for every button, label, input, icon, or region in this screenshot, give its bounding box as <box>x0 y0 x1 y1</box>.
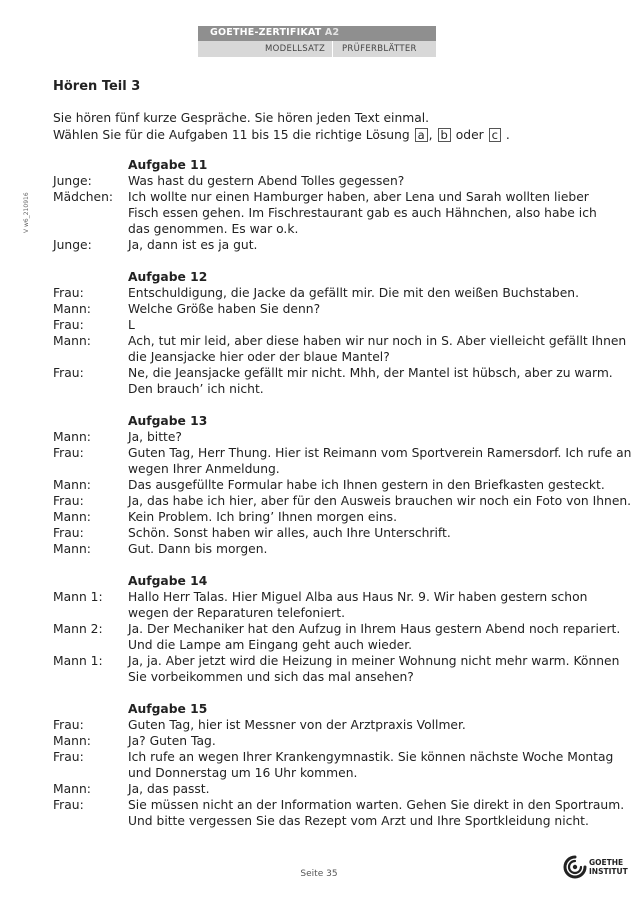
dialogue-line <box>53 669 613 685</box>
utterance-text: L <box>128 318 135 332</box>
header-exam-label <box>210 27 339 38</box>
dialogue-line <box>53 301 613 317</box>
intro-comma: , <box>428 128 433 142</box>
speaker-label <box>53 381 128 397</box>
dialogue-line <box>53 477 613 493</box>
logo-text <box>589 858 628 876</box>
utterance-text: Was hast du gestern Abend Tolles gegessen? <box>128 174 405 188</box>
dialogue-line <box>53 461 613 477</box>
speaker-label <box>53 205 128 221</box>
utterance-text: Den brauch’ ich nicht. <box>128 382 264 396</box>
task-block <box>53 701 625 829</box>
speaker-label: Frau: <box>53 750 84 764</box>
dialogue-line <box>53 333 627 349</box>
speaker-label: Mann: <box>53 302 91 316</box>
utterance-text: Ja, das passt. <box>128 782 210 796</box>
speaker-label: Mann 2: <box>53 622 103 636</box>
header-section-left: MODELLSATZ <box>265 44 326 54</box>
utterance-text: Ja, dann ist es ja gut. <box>128 238 258 252</box>
dialogue-line <box>53 717 613 733</box>
task-heading: Aufgabe 12 <box>128 270 208 284</box>
header-level: A2 <box>324 27 340 38</box>
utterance-text: Entschuldigung, die Jacke da gefällt mir. Die mit den weißen Buchstaben. <box>128 286 579 300</box>
dialogue-transcripts <box>53 157 632 845</box>
utterance-text: Kein Problem. Ich bring’ Ihnen morgen eins. <box>128 510 397 524</box>
utterance-text: Ja, ja. Aber jetzt wird die Heizung in meiner Wohnung nicht mehr warm. Können <box>128 654 620 668</box>
dialogue-line <box>53 285 613 301</box>
intro-line-2 <box>53 127 510 143</box>
speaker-label: Frau: <box>53 318 84 332</box>
utterance-text: Fisch essen gehen. Im Fischrestaurant gab es auch Hähnchen, also habe ich <box>128 206 597 220</box>
speaker-label: Mann 1: <box>53 654 103 668</box>
dialogue-line <box>53 605 613 621</box>
dialogue-line <box>53 733 613 749</box>
speaker-label: Frau: <box>53 446 84 460</box>
side-version: V w6_210916 <box>23 192 30 233</box>
dialogue-line <box>53 317 613 333</box>
speaker-label <box>53 637 128 653</box>
dialogue-line <box>53 429 613 445</box>
utterance-text: wegen der Reparaturen telefoniert. <box>128 606 345 620</box>
speaker-label: Frau: <box>53 526 84 540</box>
logo-line-2: INSTITUT <box>589 867 628 876</box>
option-a-box: a <box>415 128 428 142</box>
speaker-label: Mann: <box>53 734 91 748</box>
dialogue-line <box>53 365 613 381</box>
dialogue-line <box>53 493 632 509</box>
utterance-text: Welche Größe haben Sie denn? <box>128 302 321 316</box>
utterance-text: Und bitte vergessen Sie das Rezept vom Arzt und Ihre Sportkleidung nicht. <box>128 814 589 828</box>
speaker-label: Frau: <box>53 718 84 732</box>
speaker-label: Mann: <box>53 510 91 524</box>
utterance-text: Ach, tut mir leid, aber diese haben wir nur noch in S. Aber vielleicht gefällt Ihnen <box>128 334 627 348</box>
dialogue-line <box>53 173 613 189</box>
speaker-label <box>53 461 128 477</box>
task-block <box>53 269 627 397</box>
page-title: Hören Teil 3 <box>53 79 141 94</box>
option-b-box: b <box>438 128 451 142</box>
dialogue-line <box>53 749 613 765</box>
dialogue-line <box>53 381 613 397</box>
utterance-text: Hallo Herr Talas. Hier Miguel Alba aus Haus Nr. 9. Wir haben gestern schon <box>128 590 588 604</box>
speaker-label: Mann 1: <box>53 590 103 604</box>
speaker-label: Junge: <box>53 238 92 252</box>
dialogue-line <box>53 509 613 525</box>
task-block <box>53 413 632 557</box>
utterance-text: Schön. Sonst haben wir alles, auch Ihre Unterschrift. <box>128 526 451 540</box>
speaker-label <box>53 349 128 365</box>
utterance-text: Ja. Der Mechaniker hat den Aufzug in Ihrem Haus gestern Abend noch repariert. <box>128 622 621 636</box>
speaker-label: Mann: <box>53 430 91 444</box>
task-block <box>53 157 613 253</box>
header-section-right: PRÜFERBLÄTTER <box>342 44 417 54</box>
intro-or: oder <box>455 128 484 142</box>
task-heading: Aufgabe 14 <box>128 574 208 588</box>
utterance-text: Guten Tag, hier ist Messner von der Arztpraxis Vollmer. <box>128 718 466 732</box>
dialogue-line <box>53 205 613 221</box>
task-heading: Aufgabe 11 <box>128 158 208 172</box>
utterance-text: die Jeansjacke hier oder der blaue Mantel? <box>128 350 390 364</box>
intro-instruction: Wählen Sie für die Aufgaben 11 bis 15 die richtige Lösung <box>53 128 410 142</box>
dialogue-line <box>53 813 613 829</box>
dialogue-line <box>53 589 613 605</box>
speaker-label <box>53 605 128 621</box>
speaker-label: Junge: <box>53 174 92 188</box>
dialogue-line <box>53 525 613 541</box>
speaker-label: Mann: <box>53 542 91 556</box>
utterance-text: Ja, bitte? <box>128 430 182 444</box>
speaker-label <box>53 221 128 237</box>
intro-line-1: Sie hören fünf kurze Gespräche. Sie hören jeden Text einmal. <box>53 111 430 125</box>
page-number: Seite 35 <box>300 869 338 879</box>
header-exam-name: GOETHE-ZERTIFIKAT <box>210 27 322 38</box>
goethe-logo-icon <box>562 854 588 880</box>
dialogue-line <box>53 189 613 205</box>
utterance-text: wegen Ihrer Anmeldung. <box>128 462 280 476</box>
dialogue-line <box>53 653 620 669</box>
utterance-text: Guten Tag, Herr Thung. Hier ist Reimann vom Sportverein Ramersdorf. Ich rufe an <box>128 446 632 460</box>
speaker-label: Frau: <box>53 494 84 508</box>
utterance-text: Gut. Dann bis morgen. <box>128 542 268 556</box>
utterance-text: Ja, das habe ich hier, aber für den Ausweis brauchen wir noch ein Foto von Ihnen. <box>128 494 632 508</box>
speaker-label: Frau: <box>53 366 84 380</box>
utterance-text: Sie müssen nicht an der Information warten. Gehen Sie direkt in den Sportraum. <box>128 798 625 812</box>
task-heading: Aufgabe 13 <box>128 414 208 428</box>
utterance-text: Und die Lampe am Eingang geht auch wieder. <box>128 638 413 652</box>
dialogue-line <box>53 637 613 653</box>
logo-line-1: GOETHE <box>589 858 624 867</box>
utterance-text: Ich wollte nur einen Hamburger haben, aber Lena und Sarah wollten lieber <box>128 190 589 204</box>
utterance-text: Ne, die Jeansjacke gefällt mir nicht. Mhh, der Mantel ist hübsch, aber zu warm. <box>128 366 613 380</box>
utterance-text: und Donnerstag um 16 Uhr kommen. <box>128 766 358 780</box>
utterance-text: das genommen. Es war o.k. <box>128 222 299 236</box>
speaker-label <box>53 669 128 685</box>
task-heading: Aufgabe 15 <box>128 702 208 716</box>
option-c-box: c <box>489 128 501 142</box>
header-divider <box>332 41 333 57</box>
intro-end: . <box>505 128 510 142</box>
task-block <box>53 573 621 685</box>
speaker-label <box>53 813 128 829</box>
dialogue-line <box>53 349 613 365</box>
utterance-text: Das ausgefüllte Formular habe ich Ihnen gestern in den Briefkasten gesteckt. <box>128 478 605 492</box>
dialogue-line <box>53 221 613 237</box>
dialogue-line <box>53 237 613 253</box>
dialogue-line <box>53 797 625 813</box>
dialogue-line <box>53 541 613 557</box>
speaker-label: Mann: <box>53 782 91 796</box>
utterance-text: Sie vorbeikommen und sich das mal ansehen? <box>128 670 414 684</box>
speaker-label: Frau: <box>53 286 84 300</box>
dialogue-line <box>53 621 621 637</box>
utterance-text: Ich rufe an wegen Ihrer Krankengymnastik. Sie können nächste Woche Montag <box>128 750 614 764</box>
speaker-label: Mann: <box>53 334 91 348</box>
speaker-label: Mann: <box>53 478 91 492</box>
utterance-text: Ja? Guten Tag. <box>128 734 216 748</box>
dialogue-line <box>53 445 632 461</box>
speaker-label: Mädchen: <box>53 190 114 204</box>
dialogue-line <box>53 765 613 781</box>
speaker-label <box>53 765 128 781</box>
dialogue-line <box>53 781 613 797</box>
speaker-label: Frau: <box>53 798 84 812</box>
